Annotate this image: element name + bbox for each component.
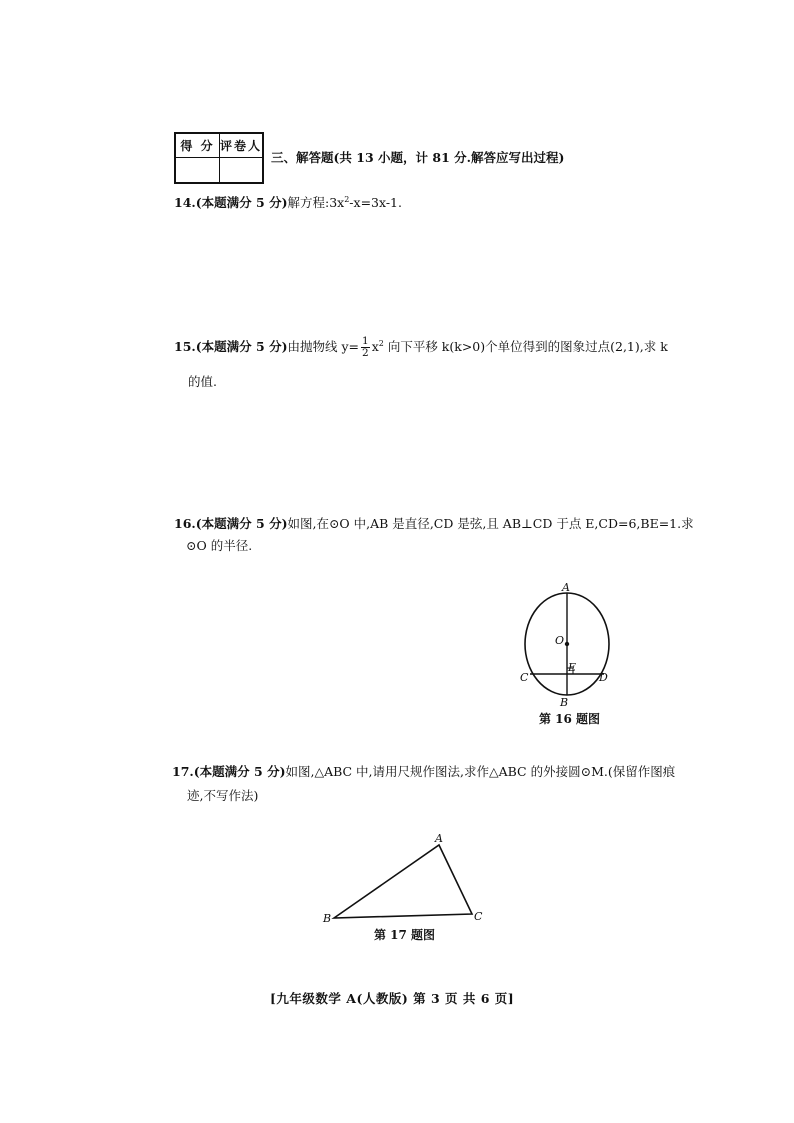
q15-fraction	[361, 336, 370, 359]
q17-caption: 第 17 题图	[374, 928, 436, 942]
q15-sup: 2	[378, 339, 384, 348]
q17-line2: 迹,不写作法)	[187, 788, 259, 803]
q16-points: (本题满分 5 分)	[195, 516, 288, 531]
q15-text-a: 由抛物线 y=	[287, 339, 359, 355]
q15-x-var: x	[371, 339, 379, 355]
score-label: 得 分	[176, 134, 220, 158]
label-c: C	[474, 910, 483, 923]
label-a: A	[562, 581, 570, 594]
q15-points: (本题满分 5 分)	[195, 339, 288, 355]
q16-figure	[515, 580, 625, 710]
q16-line1: 如图,在⊙O 中,AB 是直径,CD 是弦,且 AB⊥CD 于点 E,CD=6,BE=1.求	[287, 516, 694, 531]
score-cell	[176, 158, 220, 182]
q14-sup: 2	[344, 195, 350, 204]
label-b: B	[323, 912, 332, 925]
q15-text-b: 向下平移 k(k>0)个单位得到的图象过点(2,1),求 k	[383, 339, 668, 355]
q15-frac-num: 1	[362, 335, 369, 348]
q15-frac-den: 2	[362, 347, 369, 360]
label-c: C	[520, 671, 529, 684]
label-a: A	[435, 832, 443, 845]
question-17	[172, 762, 675, 782]
label-d: D	[599, 671, 608, 684]
q17-number: 17.	[172, 764, 194, 779]
question-14	[174, 190, 402, 213]
question-15	[174, 334, 668, 359]
page-footer: [九年级数学 A(人教版) 第 3 页 共 6 页]	[270, 991, 515, 1006]
triangle-abc	[334, 845, 472, 918]
q14-number: 14.	[174, 195, 196, 211]
q16-number: 16.	[174, 516, 196, 531]
q16-caption: 第 16 题图	[539, 712, 601, 726]
score-table	[174, 132, 264, 184]
section-title: 三、解答题(共 13 小题，计 81 分.解答应写出过程)	[271, 150, 565, 165]
q15-line2: 的值.	[188, 374, 217, 389]
q17-points: (本题满分 5 分)	[193, 764, 286, 779]
question-16	[174, 514, 694, 534]
q14-text-a: 解方程:3x	[287, 195, 345, 211]
q16-line2: ⊙O 的半径.	[186, 538, 253, 553]
label-e: E	[568, 661, 577, 674]
grader-label: 评卷人	[220, 134, 262, 158]
center-o	[565, 642, 569, 646]
q17-line1: 如图,△ABC 中,请用尺规作图法,求作△ABC 的外接圆⊙M.(保留作图痕	[285, 764, 676, 779]
q14-text-b: -x=3x-1.	[349, 195, 402, 211]
q14-points: (本题满分 5 分)	[195, 195, 288, 211]
label-o: O	[555, 634, 565, 647]
grader-cell	[220, 158, 262, 182]
q17-figure	[320, 830, 490, 930]
q15-number: 15.	[174, 339, 196, 355]
label-b: B	[560, 696, 569, 709]
